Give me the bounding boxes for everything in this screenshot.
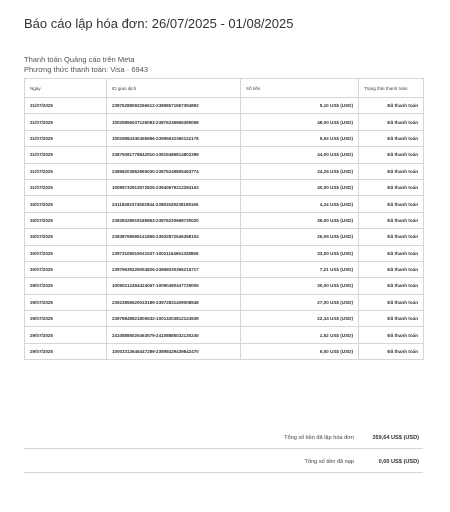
table-row (25, 229, 424, 245)
row-amount: 30,00 US$ (USD) (241, 278, 359, 294)
row-status: Đã thanh toán (359, 245, 424, 261)
total-funded-label: Tổng số tiền đã nạp (304, 459, 354, 465)
row-amount: 5,10 US$ (USD) (241, 98, 359, 114)
row-date: 31/07/2025 (25, 114, 107, 130)
row-transaction-id: 23938328919185863-23876220668730020 (107, 212, 241, 228)
transactions-table (24, 78, 424, 360)
row-transaction-id: 23978848821806532-10013203812124939 (107, 311, 241, 327)
row-transaction-id: 10003313645447289-23898429439842470 (107, 343, 241, 359)
row-status: Đã thanh toán (359, 278, 424, 294)
total-billed-label: Tổng số tiền đã lập hóa đơn (284, 435, 354, 441)
table-row (25, 311, 424, 327)
row-transaction-id: 24108885025463579-24108885032130245 (107, 327, 241, 343)
row-date: 29/07/2025 (25, 311, 107, 327)
row-date: 29/07/2025 (25, 343, 107, 359)
row-status: Đã thanh toán (359, 212, 424, 228)
row-amount: 5,00 US$ (USD) (241, 343, 359, 359)
row-amount: 33,00 US$ (USD) (241, 245, 359, 261)
row-amount: 27,00 US$ (USD) (241, 294, 359, 310)
row-date: 30/07/2025 (25, 212, 107, 228)
total-billed-row (24, 428, 423, 449)
header-date: Ngày (25, 79, 107, 98)
row-date: 30/07/2025 (25, 245, 107, 261)
row-status: Đã thanh toán (359, 294, 424, 310)
row-transaction-id: 10029856037126083-23876236965395058 (107, 114, 241, 130)
row-date: 29/07/2025 (25, 294, 107, 310)
row-transaction-id: 10099732913572825-23940679212284163 (107, 179, 241, 195)
row-amount: 44,00 US$ (USD) (241, 147, 359, 163)
table-row (25, 327, 424, 343)
header-transaction-id: ID giao dịch (107, 79, 241, 98)
row-status: Đã thanh toán (359, 130, 424, 146)
row-amount: 1,52 US$ (USD) (241, 327, 359, 343)
row-transaction-id: 10090212494424067-10090490447729005 (107, 278, 241, 294)
page-title: Báo cáo lập hóa đơn: 26/07/2025 - 01/08/2025 (24, 16, 294, 31)
row-transaction-id: 10029884340456886-23995632360122178 (107, 130, 241, 146)
row-amount: 22,34 US$ (USD) (241, 311, 359, 327)
table-row (25, 245, 424, 261)
table-header-row (25, 79, 424, 98)
row-amount: 5,93 US$ (USD) (241, 130, 359, 146)
total-funded-value: 0,00 US$ (USD) (378, 459, 419, 465)
header-status: Trạng thái thanh toán (359, 79, 424, 98)
row-status: Đã thanh toán (359, 98, 424, 114)
header-amount: Số tiền (241, 79, 359, 98)
row-amount: 36,00 US$ (USD) (241, 212, 359, 228)
row-transaction-id: 23973105519041537-10021164651328855 (107, 245, 241, 261)
row-status: Đã thanh toán (359, 229, 424, 245)
table-row (25, 147, 424, 163)
row-status: Đã thanh toán (359, 114, 424, 130)
total-funded-row (24, 452, 423, 473)
row-amount: 48,00 US$ (USD) (241, 114, 359, 130)
payment-context: Thanh toán Quảng cáo trên Meta (24, 55, 135, 64)
row-transaction-id: 23876288092266612-23898571967394892 (107, 98, 241, 114)
row-date: 29/07/2025 (25, 327, 107, 343)
row-date: 31/07/2025 (25, 163, 107, 179)
table-row (25, 163, 424, 179)
table-row (25, 98, 424, 114)
payment-method: Phương thức thanh toán: Visa · 6943 (24, 65, 149, 74)
row-date: 31/07/2025 (25, 179, 107, 195)
row-status: Đã thanh toán (359, 163, 424, 179)
row-status: Đã thanh toán (359, 311, 424, 327)
row-transaction-id: 23875091778842910-23915486814803399 (107, 147, 241, 163)
row-amount: 26,05 US$ (USD) (241, 229, 359, 245)
row-status: Đã thanh toán (359, 147, 424, 163)
row-transaction-id: 23923855620033189-23972831409008948 (107, 294, 241, 310)
row-date: 30/07/2025 (25, 196, 107, 212)
row-amount: 4,24 US$ (USD) (241, 196, 359, 212)
row-transaction-id: 23868203862865030-23875249805493774 (107, 163, 241, 179)
table-row (25, 179, 424, 195)
table-row (25, 294, 424, 310)
table-row (25, 343, 424, 359)
row-status: Đã thanh toán (359, 327, 424, 343)
row-transaction-id: 23979639225054825-23868030366215717 (107, 261, 241, 277)
table-row (25, 196, 424, 212)
row-status: Đã thanh toán (359, 196, 424, 212)
row-status: Đã thanh toán (359, 261, 424, 277)
row-date: 31/07/2025 (25, 98, 107, 114)
row-amount: 7,21 US$ (USD) (241, 261, 359, 277)
table-row (25, 278, 424, 294)
row-date: 31/07/2025 (25, 130, 107, 146)
row-amount: 40,00 US$ (USD) (241, 179, 359, 195)
table-row (25, 212, 424, 228)
row-transaction-id: 23938768599141895-23932872646398153 (107, 229, 241, 245)
row-date: 29/07/2025 (25, 278, 107, 294)
table-row (25, 261, 424, 277)
table-row (25, 114, 424, 130)
row-transaction-id: 24118492374502844-23981529238199165 (107, 196, 241, 212)
row-status: Đã thanh toán (359, 179, 424, 195)
row-date: 30/07/2025 (25, 261, 107, 277)
row-date: 30/07/2025 (25, 229, 107, 245)
total-billed-value: 359,64 US$ (USD) (372, 435, 419, 441)
table-row (25, 130, 424, 146)
row-amount: 24,25 US$ (USD) (241, 163, 359, 179)
row-date: 31/07/2025 (25, 147, 107, 163)
row-status: Đã thanh toán (359, 343, 424, 359)
